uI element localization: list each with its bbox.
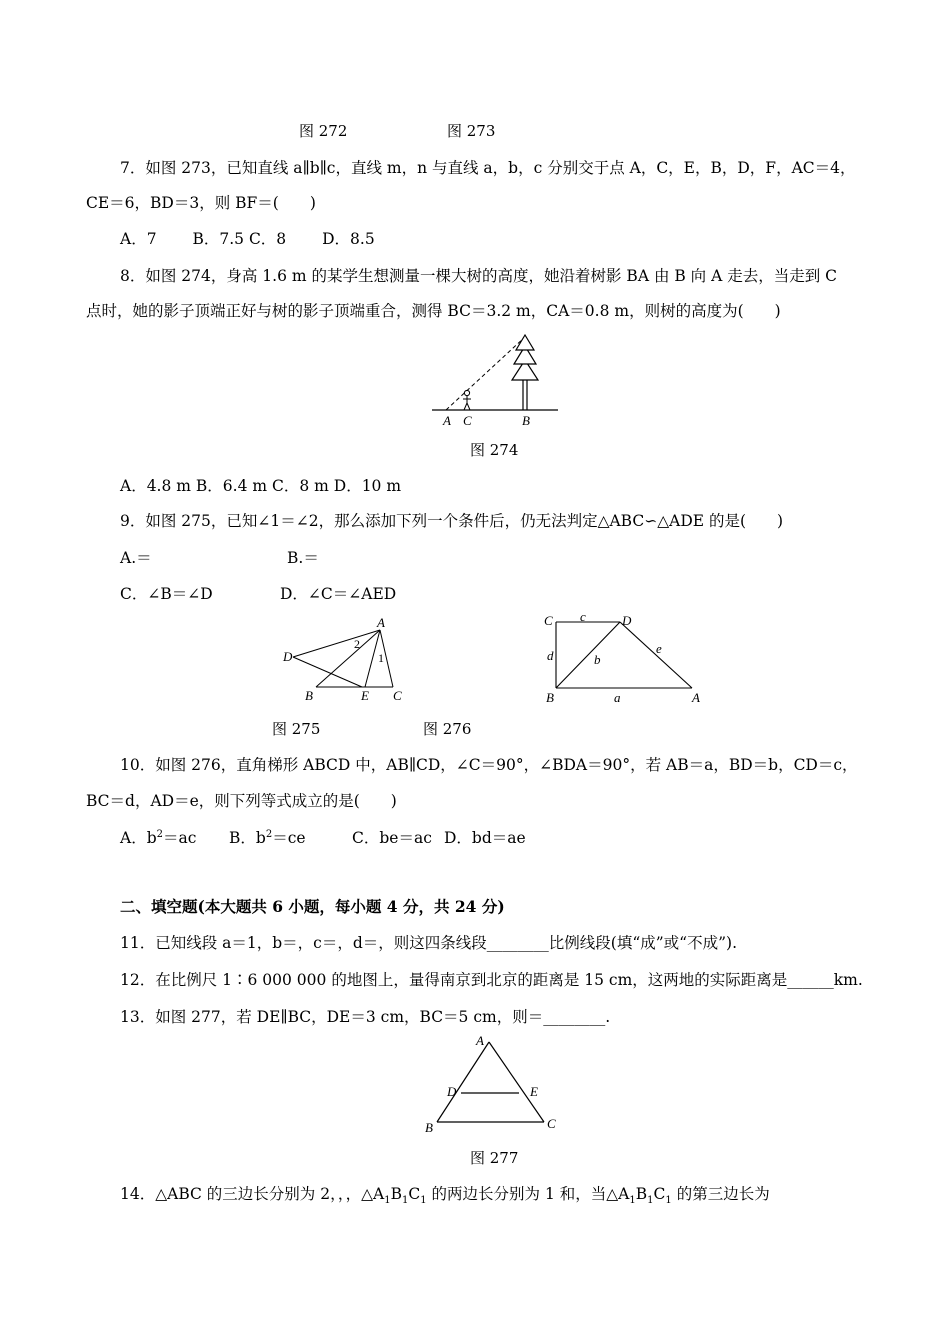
tree-icon	[512, 335, 538, 410]
label-A: A	[692, 690, 700, 705]
fig272-caption: 图 272	[299, 122, 348, 140]
fig275-caption: 图 275	[272, 720, 321, 738]
q12-text: 12．在比例尺 1∶6 000 000 的地图上，量得南京到北京的距离是 15 cm，这两地的实际距离是______km.	[120, 971, 863, 989]
q14-text: 14．△ABC 的三边长分别为 2，，，$\triangle A_1B_1C_1$ 的两边长分别为 1 和，当$\triangle A_1B_1C_1$ 的第三边长为	[120, 1185, 770, 1207]
side-e-label: e	[656, 641, 662, 656]
fig276-caption: 图 276	[423, 720, 472, 738]
label-B: B	[425, 1120, 433, 1135]
fig277-caption: 图 277	[470, 1149, 519, 1167]
q9-optA: A.＝	[120, 549, 152, 567]
q7-line2: CE＝6，BD＝3，则 BF＝( )	[86, 194, 316, 212]
label-B: B	[546, 690, 554, 705]
angle-2-label: 2	[354, 637, 360, 651]
fig274-caption: 图 274	[470, 441, 519, 459]
q10-line1: 10．如图 276，直角梯形 ABCD 中，AB∥CD，∠C＝90°，∠BDA＝90°，若 AB＝a，BD＝b，CD＝c，	[120, 756, 858, 774]
label-C: C	[463, 413, 472, 428]
q9-optC: C．∠B＝∠D	[120, 585, 213, 603]
angle-1-label: 1	[378, 651, 384, 665]
q10-optC: C．be＝ac	[352, 829, 432, 847]
q7-line1: 7．如图 273，已知直线 a∥b∥c，直线 m，n 与直线 a，b，c 分别交于点 A，C，E，B，D，F，AC＝4，	[120, 159, 856, 177]
label-C: C	[393, 688, 402, 703]
q11-text: 11．已知线段 a＝1，b＝，c＝，d＝，则这四条线段________比例线段(填“成”或“不成”).	[120, 934, 737, 952]
side-d-label: d	[547, 648, 554, 663]
q10-optD: D．bd＝ae	[444, 829, 526, 847]
q10-line2: BC＝d，AD＝e，则下列等式成立的是( )	[86, 792, 397, 810]
label-E: E	[361, 688, 369, 703]
figure-276	[540, 609, 710, 708]
student-icon	[463, 390, 471, 410]
label-B: B	[305, 688, 313, 703]
q7-options: A．7 B．7.5 C．8 D．8.5	[120, 230, 375, 248]
side-c-label: c	[580, 609, 586, 624]
label-A: A	[443, 413, 451, 428]
q9-optB: B.＝	[287, 549, 319, 567]
label-D: D	[622, 613, 632, 628]
figure-274	[430, 332, 560, 432]
label-B: B	[522, 413, 530, 428]
side-b-label: b	[594, 652, 601, 667]
label-D: D	[447, 1084, 457, 1099]
side-a-label: a	[614, 690, 621, 705]
shadow-ray	[446, 337, 525, 410]
q8-options: A．4.8 m B．6.4 m C．8 m D．10 m	[120, 477, 402, 495]
label-D: D	[283, 649, 293, 664]
q8-line2: 点时，她的影子顶端正好与树的影子顶端重合，测得 BC＝3.2 m，CA＝0.8 m，则树的高度为( )	[86, 302, 781, 320]
label-E: E	[530, 1084, 538, 1099]
label-C: C	[544, 613, 553, 628]
q13-text: 13．如图 277，若 DE∥BC，DE＝3 cm，BC＝5 cm，则＝________.	[120, 1008, 611, 1026]
q9-optD: D．∠C＝∠AED	[280, 585, 397, 603]
section2-heading: 二、填空题(本大题共 6 小题，每小题 4 分，共 24 分)	[120, 897, 505, 916]
label-A: A	[476, 1033, 484, 1048]
q10-optA: A．$b^2=ac$	[120, 828, 197, 847]
label-C: C	[547, 1116, 556, 1131]
q8-line1: 8．如图 274，身高 1.6 m 的某学生想测量一棵大树的高度，她沿着树影 BA 由 B 向 A 走去，当走到 C	[120, 267, 838, 285]
figure-277	[420, 1032, 570, 1138]
fig273-caption: 图 273	[447, 122, 496, 140]
figure-275	[280, 614, 410, 710]
label-A: A	[377, 615, 385, 630]
q10-optB: B．$b^2=ce$	[229, 828, 306, 847]
q9-line1: 9．如图 275，已知∠1＝∠2，那么添加下列一个条件后，仍无法判定△ABC∽△ADE 的是( )	[120, 512, 784, 530]
